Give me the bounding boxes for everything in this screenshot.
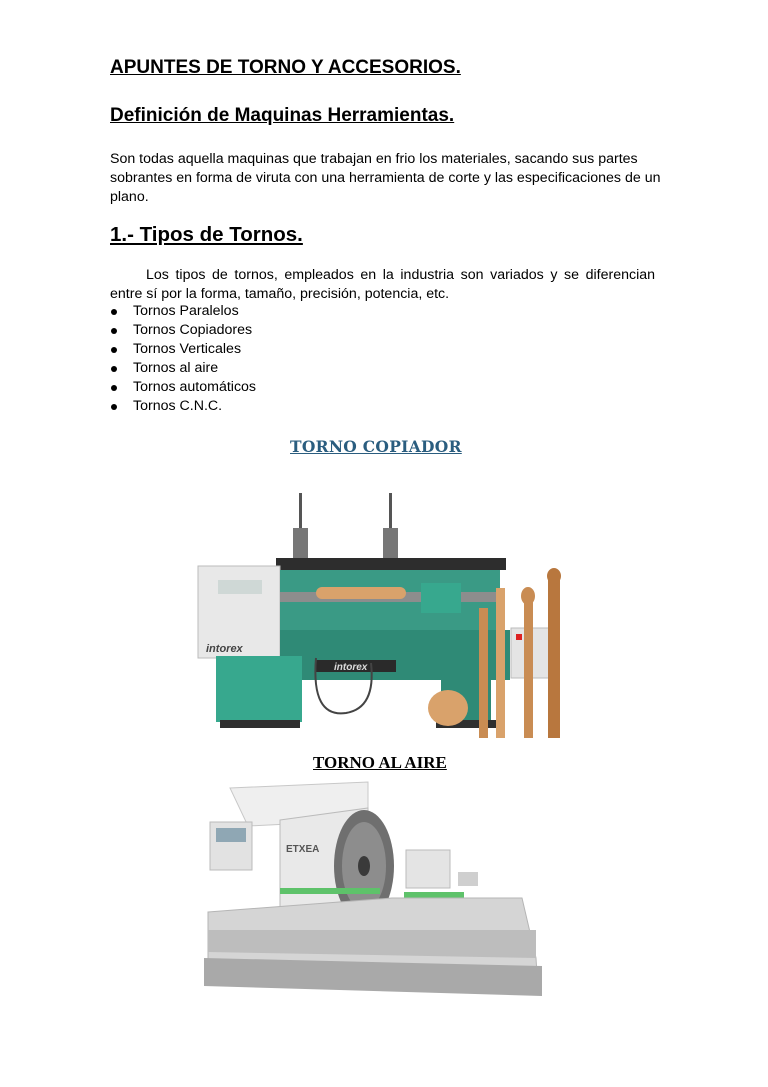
list-item bbox=[110, 378, 256, 397]
list-item-label: Tornos Paralelos bbox=[133, 303, 239, 319]
bullet-icon bbox=[111, 366, 117, 372]
list-item bbox=[110, 397, 256, 416]
bullet-icon bbox=[111, 404, 117, 410]
section-intro-paragraph: Los tipos de tornos, empleados en la industria son variados y se diferencian entre sí por la forma, tamaño, precisión, potencia, etc. bbox=[110, 267, 655, 302]
bullet-icon bbox=[111, 309, 117, 315]
bullet-icon bbox=[111, 385, 117, 391]
list-item-label: Tornos Copiadores bbox=[133, 322, 253, 338]
bullet-icon bbox=[111, 347, 117, 353]
list-item bbox=[110, 340, 256, 359]
list-item bbox=[110, 321, 256, 340]
list-item-label: Tornos al aire bbox=[133, 360, 219, 376]
definition-paragraph: Son todas aquella maquinas que trabajan en frio los materiales, sacando sus partes sobrantes en forma de viruta con una herramienta de corte y las especificaciones de un plano. bbox=[110, 151, 661, 205]
section-heading-lathe-types: 1.- Tipos de Tornos. bbox=[110, 223, 303, 246]
list-item bbox=[110, 302, 256, 321]
machine-brand-label: ETXEA bbox=[286, 844, 320, 855]
definition-heading: Definición de Maquinas Herramientas. bbox=[110, 105, 455, 126]
figure-caption-torno-al-aire: TORNO AL AIRE bbox=[313, 753, 447, 772]
lathe-types-list bbox=[110, 302, 256, 416]
figure-caption-torno-copiador: TORNO COPIADOR bbox=[290, 437, 462, 456]
copy-lathe-photo bbox=[196, 488, 572, 746]
bed-brand-label: intorex bbox=[334, 662, 368, 673]
headstock-brand-label: intorex bbox=[206, 643, 243, 655]
list-item bbox=[110, 359, 256, 378]
list-item-label: Tornos C.N.C. bbox=[133, 398, 223, 414]
list-item-label: Tornos automáticos bbox=[133, 379, 257, 395]
bullet-icon bbox=[111, 328, 117, 334]
document-title: APUNTES DE TORNO Y ACCESORIOS. bbox=[110, 57, 461, 78]
list-item-label: Tornos Verticales bbox=[133, 341, 242, 357]
face-lathe-photo bbox=[192, 780, 558, 1000]
